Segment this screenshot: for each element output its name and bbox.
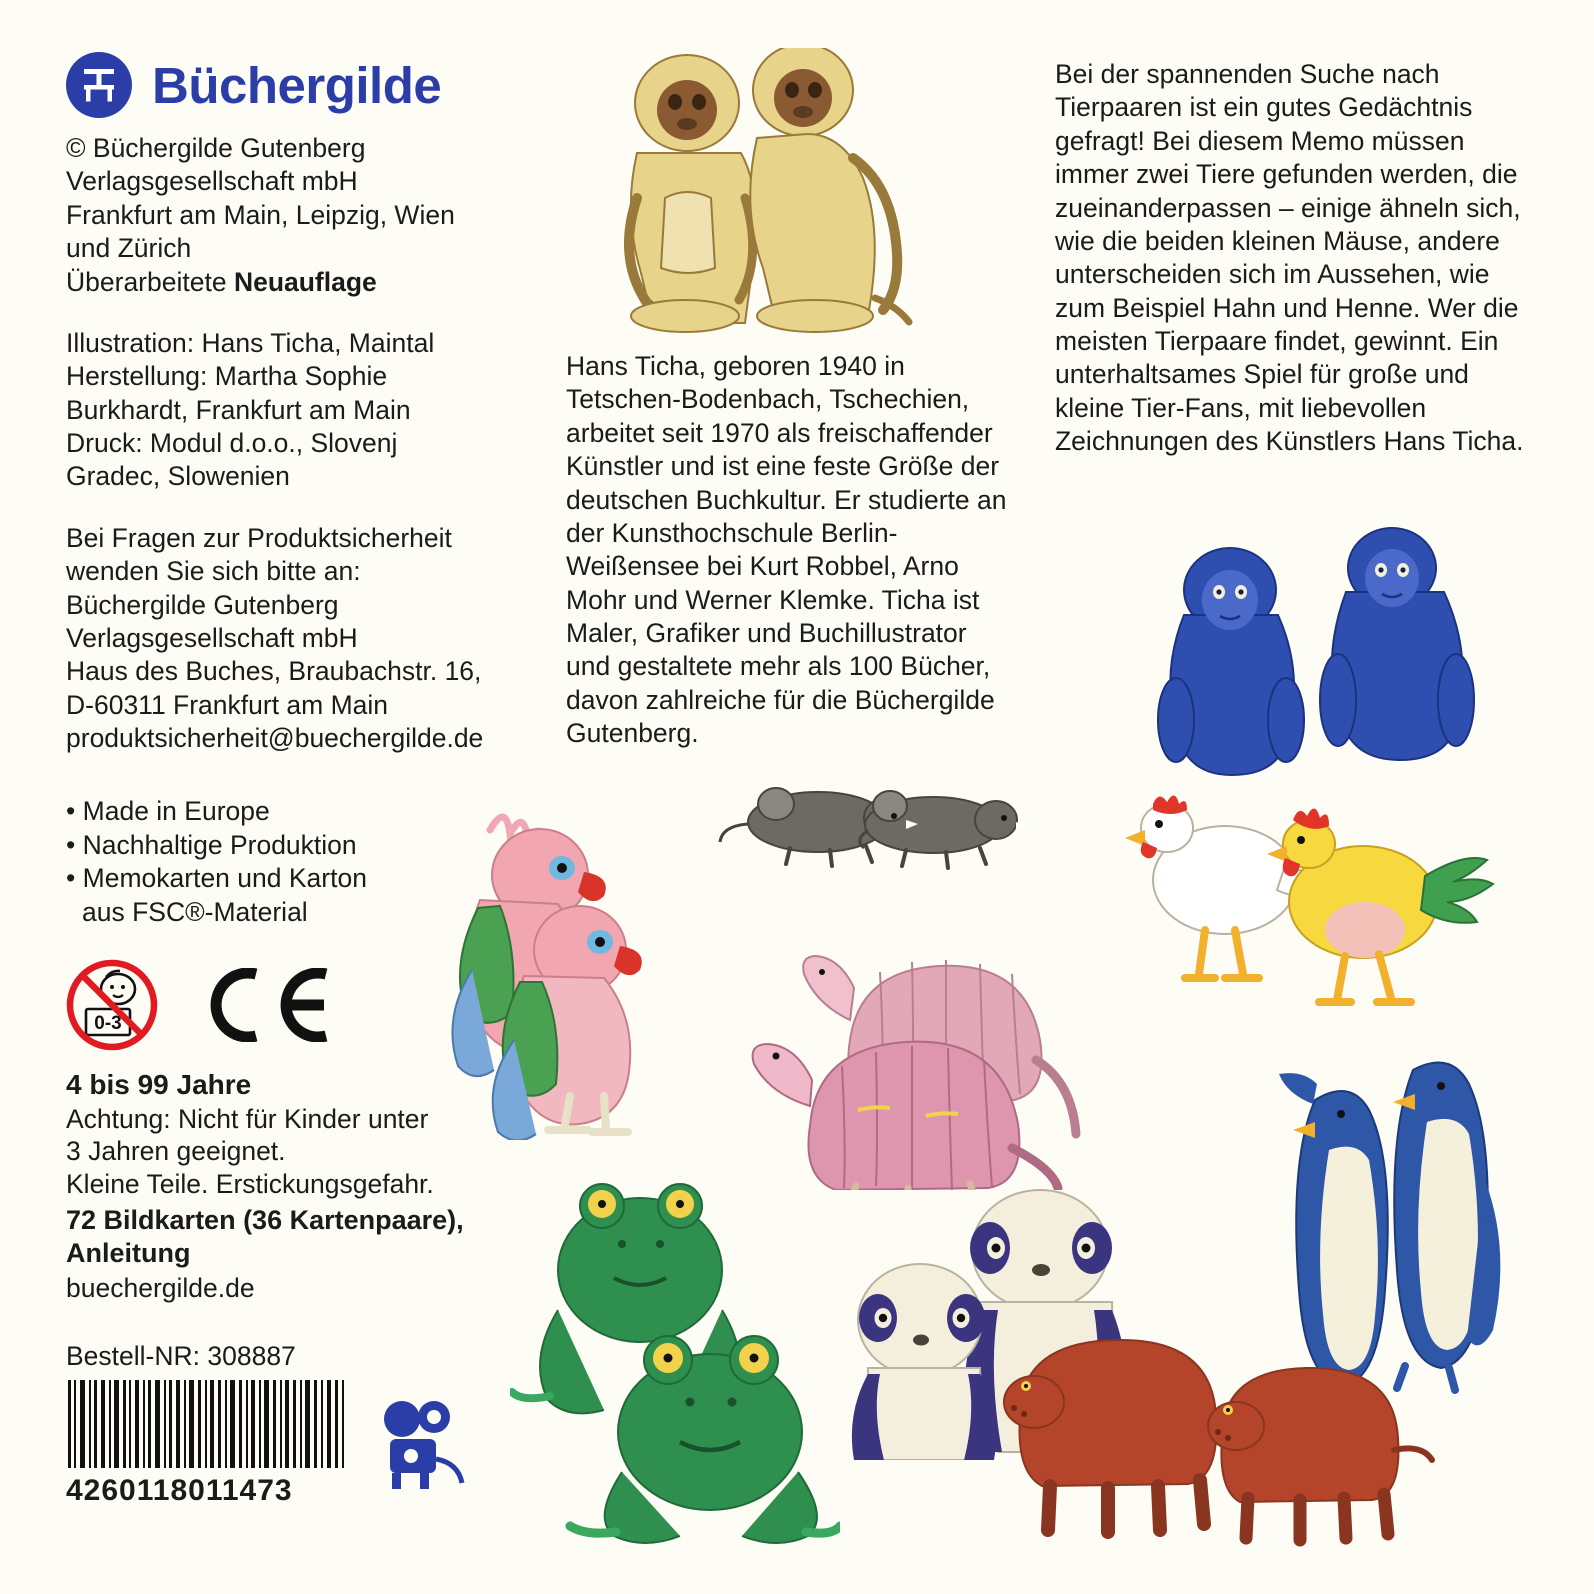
imprint-line-5	[66, 266, 536, 299]
artist-bio: Hans Ticha, geboren 1940 in Tetschen-Bodenbach, Tschechien, arbeitet seit 1970 als freischaffender Künstler und ist eine feste Größe der deutschen Buchkultur. Er studierte an der Kunsthochschule Berlin-Weißensee bei Kurt Robbel, Arno Mohr und Werner Klemke. Ticha ist Maler, Grafiker und Buchillustrator und gestaltete mehr als 100 Bücher, davon zahlreiche für die Büchergilde Gutenberg.	[566, 351, 1007, 749]
imprint-line-4: und Zürich	[66, 233, 192, 264]
left-column	[66, 52, 536, 1508]
imprint-block	[66, 132, 536, 299]
safety-line-2: wenden Sie sich bitte an:	[66, 556, 361, 587]
credits-line-5: Gradec, Slowenien	[66, 461, 290, 492]
brand-name: Büchergilde	[152, 56, 442, 114]
imprint-line-1: © Büchergilde Gutenberg	[66, 133, 366, 163]
no-children-under-3-icon	[66, 959, 162, 1051]
svg-text:0-3: 0-3	[94, 1012, 122, 1034]
list-item: • Memokarten und Karton	[66, 863, 367, 894]
safety-line-4: Verlagsgesellschaft mbH	[66, 622, 358, 653]
monkey-pair-illustration	[575, 48, 975, 338]
mouse-logo-icon	[356, 1397, 476, 1512]
safety-line-1: Bei Fragen zur Produktsicherheit	[66, 522, 452, 553]
game-description: Bei der spannenden Suche nach Tierpaaren ist ein gutes Gedächtnis gefragt! Bei diesem Memo müssen immer zwei Tiere gefunden werden, die zueinanderpassen – einige ähneln sich, wie die beiden kleinen Mäuse, andere unterscheiden sich im Aussehen, wie zum Beispiel Hahn und Henne. Wer die meisten Tierpaare findet, gewinnt. Ein unterhaltsames Spiel für große und kleine Tier-Fans, mit liebevollen Zeichnungen des Künstlers Hans Ticha.	[1055, 59, 1524, 457]
imprint-line-2: Verlagsgesellschaft mbH	[66, 166, 358, 197]
safety-line-3: Büchergilde Gutenberg	[66, 589, 339, 620]
warning-line-1: Achtung: Nicht für Kinder unter	[66, 1103, 429, 1134]
contents-line-1: 72 Bildkarten (36 Kartenpaare),	[66, 1204, 464, 1235]
parrot-pair-illustration	[420, 790, 700, 1140]
order-number: Bestell-NR: 308887	[66, 1340, 296, 1371]
contents-line-2: Anleitung	[66, 1237, 191, 1268]
credits-line-1: Illustration: Hans Ticha, Maintal	[66, 327, 435, 358]
rooster-and-hen-illustration	[1095, 770, 1495, 1030]
contents-info	[66, 1204, 536, 1270]
website-url[interactable]: buechergilde.de	[66, 1272, 255, 1303]
product-safety-block	[66, 522, 536, 756]
list-item: • Nachhaltige Produktion	[66, 829, 357, 860]
buechergilde-monogram-icon	[66, 52, 132, 118]
ce-mark-icon	[204, 968, 332, 1042]
gorilla-pair-illustration	[1130, 520, 1510, 810]
credits-line-3: Burkhardt, Frankfurt am Main	[66, 394, 411, 425]
edition-label: Neuauflage	[233, 266, 377, 297]
credits-block	[66, 327, 536, 494]
imprint-line-3: Frankfurt am Main, Leipzig, Wien	[66, 199, 455, 230]
list-item: • Made in Europe	[66, 796, 270, 827]
warning-line-2: 3 Jahren geeignet.	[66, 1136, 286, 1167]
safety-line-5: Haus des Buches, Braubachstr. 16,	[66, 656, 482, 687]
list-item-continuation: aus FSC®-Material	[82, 896, 308, 927]
mouse-pair-illustration	[718, 780, 1048, 880]
frog-pair-illustration	[510, 1160, 840, 1550]
credits-line-4: Druck: Modul d.o.o., Slovenj	[66, 428, 398, 458]
credits-line-2: Herstellung: Martha Sophie	[66, 361, 388, 392]
age-range: 4 bis 99 Jahre	[66, 1068, 252, 1100]
brand-header	[66, 52, 536, 118]
safety-line-6: D-60311 Frankfurt am Main	[66, 689, 389, 720]
edition-prefix: Überarbeitete	[66, 266, 234, 297]
barcode-block	[66, 1380, 506, 1508]
warning-line-3: Kleine Teile. Erstickungsgefahr.	[66, 1168, 434, 1199]
ean-number: 4260118011473	[66, 1473, 293, 1507]
hippo-pair-illustration	[1000, 1290, 1470, 1560]
safety-email: produktsicherheit@buechergilde.de	[66, 723, 484, 753]
